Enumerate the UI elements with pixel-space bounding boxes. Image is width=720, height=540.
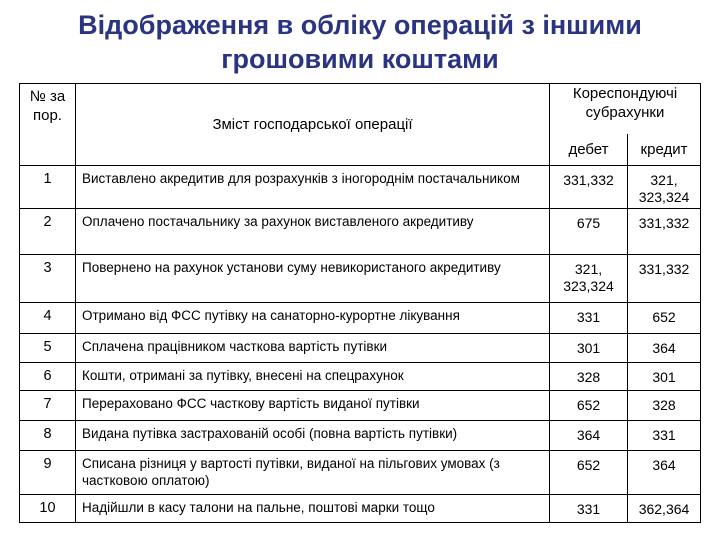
row-credit: 331,332 bbox=[628, 209, 701, 255]
row-operation-text: Оплачено постачальнику за рахунок виставленого акредитиву bbox=[76, 209, 550, 255]
row-number: 1 bbox=[20, 166, 76, 209]
row-number: 6 bbox=[20, 363, 76, 391]
row-debit: 675 bbox=[550, 209, 628, 255]
row-operation-text: Сплачена працівником часткова вартість путівки bbox=[76, 334, 550, 363]
row-number: 9 bbox=[20, 451, 76, 495]
table-row bbox=[20, 255, 701, 303]
row-operation-text: Кошти, отримані за путівку, внесені на спецрахунок bbox=[76, 363, 550, 391]
header-debit: дебет bbox=[550, 134, 628, 166]
row-debit: 652 bbox=[550, 451, 628, 495]
row-operation-text: Перераховано ФСС часткову вартість виданої путівки bbox=[76, 391, 550, 421]
row-credit: 362,364 bbox=[628, 495, 701, 523]
row-number: 8 bbox=[20, 421, 76, 451]
table-body bbox=[20, 166, 701, 523]
table-row bbox=[20, 334, 701, 363]
row-debit: 331 bbox=[550, 303, 628, 334]
table-row bbox=[20, 495, 701, 523]
row-operation-text: Видана путівка застрахованій особі (повна вартість путівки) bbox=[76, 421, 550, 451]
row-number: 4 bbox=[20, 303, 76, 334]
row-debit: 364 bbox=[550, 421, 628, 451]
row-number: 2 bbox=[20, 209, 76, 255]
row-debit: 652 bbox=[550, 391, 628, 421]
table-row bbox=[20, 451, 701, 495]
row-number: 5 bbox=[20, 334, 76, 363]
row-debit: 331 bbox=[550, 495, 628, 523]
page-title bbox=[0, 8, 720, 76]
row-credit: 331,332 bbox=[628, 255, 701, 303]
row-debit: 321, 323,324 bbox=[550, 255, 628, 303]
row-credit: 301 bbox=[628, 363, 701, 391]
row-operation-text: Повернено на рахунок установи суму невикористаного акредитиву bbox=[76, 255, 550, 303]
table-row bbox=[20, 166, 701, 209]
page-title-line-1: Відображення в обліку операцій з іншими bbox=[78, 10, 642, 40]
header-content: Зміст господарської операції bbox=[76, 84, 550, 166]
row-credit: 364 bbox=[628, 334, 701, 363]
table-row bbox=[20, 209, 701, 255]
row-credit: 321, 323,324 bbox=[628, 166, 701, 209]
header-number: № за пор. bbox=[20, 84, 76, 166]
row-number: 7 bbox=[20, 391, 76, 421]
row-credit: 328 bbox=[628, 391, 701, 421]
row-credit: 364 bbox=[628, 451, 701, 495]
table-row bbox=[20, 421, 701, 451]
table-row bbox=[20, 391, 701, 421]
row-number: 10 bbox=[20, 495, 76, 523]
header-corresponding: Кореспондуючі субрахунки bbox=[550, 84, 701, 134]
header-credit: кредит bbox=[628, 134, 701, 166]
table-row bbox=[20, 363, 701, 391]
row-debit: 301 bbox=[550, 334, 628, 363]
table-row bbox=[20, 303, 701, 334]
row-operation-text: Виставлено акредитив для розрахунків з іногороднім постачальником bbox=[76, 166, 550, 209]
row-operation-text: Надійшли в касу талони на пальне, поштові марки тощо bbox=[76, 495, 550, 523]
row-debit: 328 bbox=[550, 363, 628, 391]
row-credit: 652 bbox=[628, 303, 701, 334]
row-operation-text: Отримано від ФСС путівку на санаторно-курортне лікування bbox=[76, 303, 550, 334]
row-operation-text: Списана різниця у вартості путівки, виданої на пільгових умовах (з частковою оплатою) bbox=[76, 451, 550, 495]
row-number: 3 bbox=[20, 255, 76, 303]
row-credit: 331 bbox=[628, 421, 701, 451]
operations-table bbox=[19, 83, 701, 523]
row-debit: 331,332 bbox=[550, 166, 628, 209]
page-title-line-2: грошовими коштами bbox=[221, 44, 499, 74]
